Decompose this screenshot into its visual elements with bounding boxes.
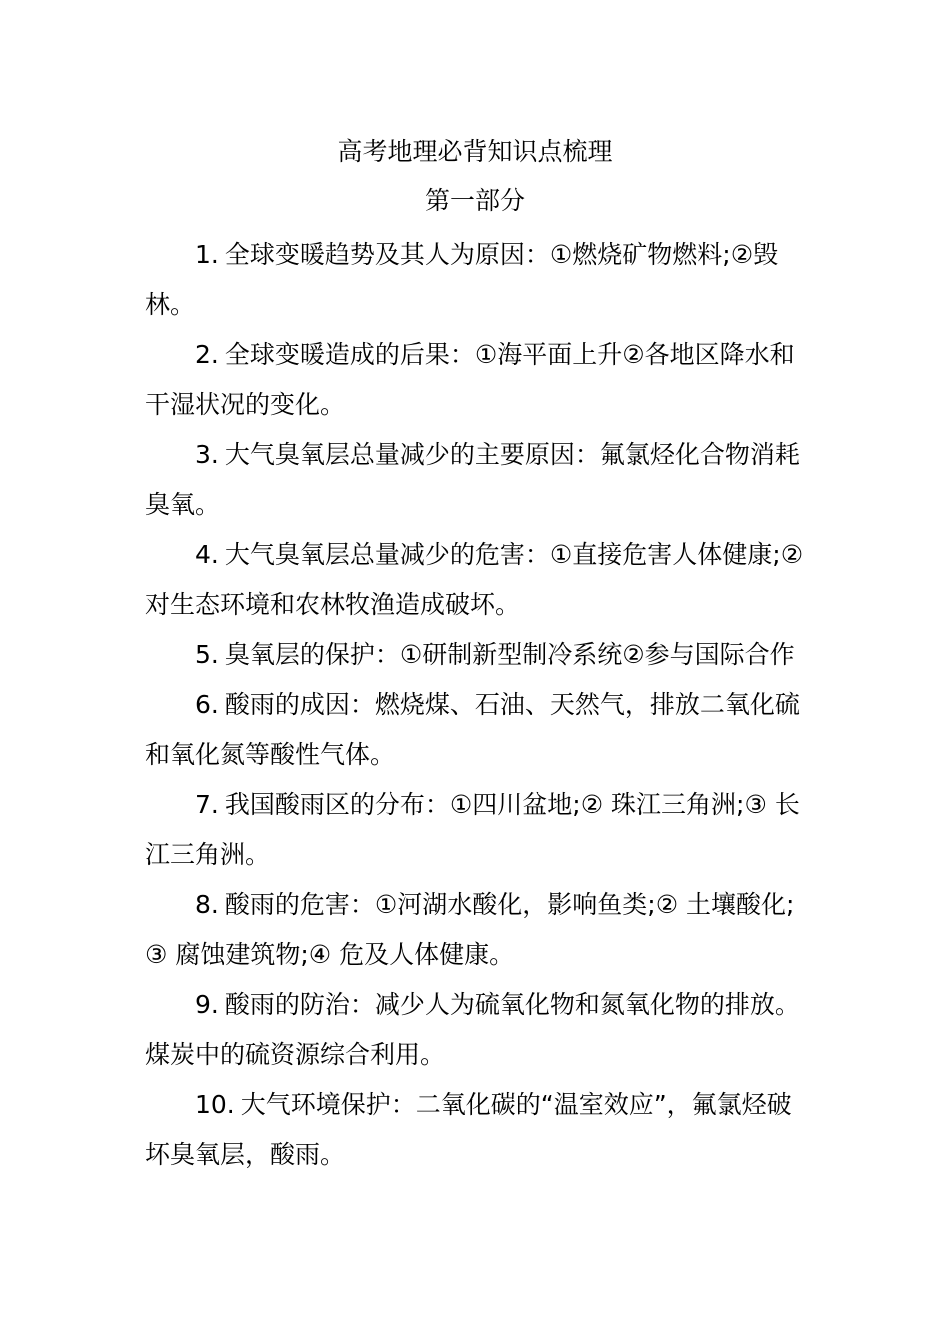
item-number: 5. [195,640,219,669]
list-item [145,980,810,1080]
item-number: 8. [195,890,219,919]
list-item [145,530,810,630]
document-title: 高考地理必背知识点梳理 [337,137,613,166]
item-number: 3. [195,440,219,469]
item-text: 全球变暖趋势及其人为原因：①燃烧矿物燃料;②毁林。 [145,240,779,319]
list-item [145,780,810,880]
item-number: 7. [195,790,219,819]
list-item [145,230,810,330]
item-text: 酸雨的成因：燃烧煤、石油、天然气，排放二氧化硫和氧化氮等酸性气体。 [145,690,800,769]
item-text: 酸雨的危害：①河湖水酸化，影响鱼类;② 土壤酸化;③ 腐蚀建筑物;④ 危及人体健康。 [145,890,795,969]
list-item [145,1080,810,1180]
item-number: 4. [195,540,219,569]
item-number: 2. [195,340,219,369]
item-number: 6. [195,690,219,719]
list-item [145,880,810,980]
item-number: 1. [195,240,219,269]
item-number: 10. [195,1090,235,1119]
item-text: 酸雨的防治：减少人为硫氧化物和氮氧化物的排放。煤炭中的硫资源综合利用。 [145,990,800,1069]
item-number: 9. [195,990,219,1019]
item-text: 大气臭氧层总量减少的危害：①直接危害人体健康;② 对生态环境和农林牧渔造成破坏。 [145,540,804,619]
list-item [145,630,810,680]
item-text: 大气环境保护：二氧化碳的“温室效应”，氟氯烃破坏臭氧层，酸雨。 [145,1090,792,1169]
item-text: 全球变暖造成的后果：①海平面上升②各地区降水和干湿状况的变化。 [145,340,795,419]
item-text: 大气臭氧层总量减少的主要原因：氟氯烃化合物消耗臭氧。 [145,440,800,519]
item-text: 我国酸雨区的分布：①四川盆地;② 珠江三角洲;③ 长江三角洲。 [145,790,800,869]
section-heading: 第一部分 [424,186,525,215]
item-text: 臭氧层的保护：①研制新型制冷系统②参与国际合作 [224,640,795,669]
list-item [145,680,810,780]
document-body [145,230,810,1180]
list-item [145,330,810,430]
list-item [145,430,810,530]
